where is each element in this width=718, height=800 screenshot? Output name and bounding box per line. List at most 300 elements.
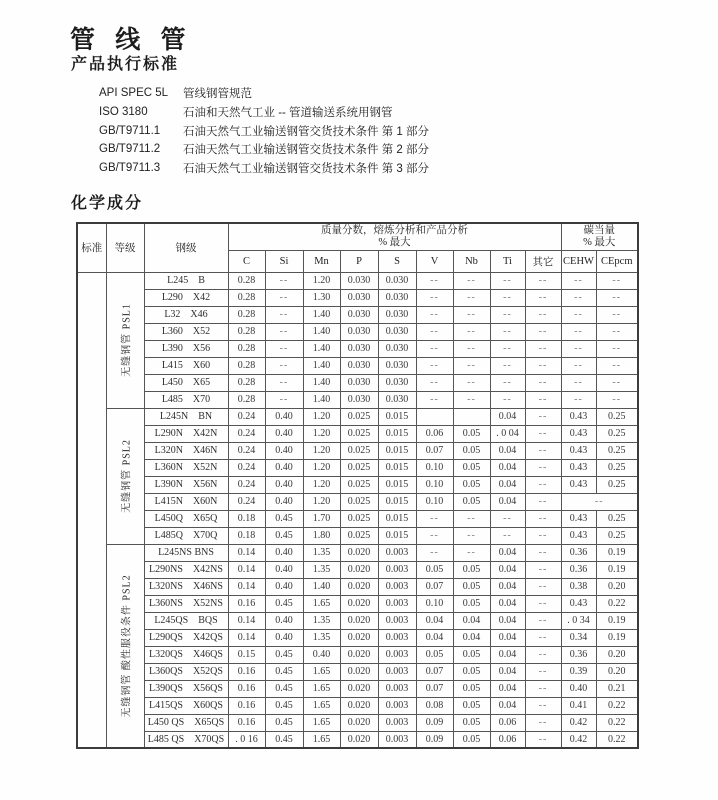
value-cell: 0.015 xyxy=(378,476,416,493)
table-row xyxy=(77,680,638,697)
steel-grade-cell: L390N X56N xyxy=(144,476,228,493)
value-cell: 0.05 xyxy=(453,646,490,663)
value-cell: 0.04 xyxy=(490,663,525,680)
value-cell: 0.07 xyxy=(416,680,453,697)
value-cell: 0.24 xyxy=(228,493,265,510)
value-cell: 0.030 xyxy=(340,289,378,306)
value-cell: -- xyxy=(416,527,453,544)
value-cell: 0.05 xyxy=(453,578,490,595)
value-cell: 0.025 xyxy=(340,442,378,459)
value-cell: 0.04 xyxy=(490,646,525,663)
value-cell: -- xyxy=(525,714,561,731)
value-cell: -- xyxy=(416,544,453,561)
value-cell: 0.09 xyxy=(416,714,453,731)
value-cell: 0.24 xyxy=(228,459,265,476)
steel-grade-cell: L360N X52N xyxy=(144,459,228,476)
table-row xyxy=(77,527,638,544)
value-cell: 0.25 xyxy=(596,510,638,527)
value-cell: 0.24 xyxy=(228,408,265,425)
value-cell: 0.030 xyxy=(340,374,378,391)
col-header-steel-grade: 钢级 xyxy=(144,223,228,272)
element-header-Si: Si xyxy=(265,250,303,272)
value-cell: 0.09 xyxy=(416,731,453,748)
value-cell: 0.20 xyxy=(596,646,638,663)
value-cell: 0.19 xyxy=(596,629,638,646)
value-cell: 0.015 xyxy=(378,459,416,476)
value-cell: 0.025 xyxy=(340,493,378,510)
steel-grade-cell: L245QS BQS xyxy=(144,612,228,629)
value-cell: 1.80 xyxy=(303,527,340,544)
value-cell: 0.020 xyxy=(340,595,378,612)
value-cell: -- xyxy=(596,357,638,374)
value-cell: -- xyxy=(265,374,303,391)
value-cell: 0.015 xyxy=(378,510,416,527)
value-cell: -- xyxy=(525,731,561,748)
value-cell: -- xyxy=(525,425,561,442)
value-cell: -- xyxy=(525,680,561,697)
element-header-C: C xyxy=(228,250,265,272)
value-cell: 0.04 xyxy=(490,544,525,561)
value-cell: 0.43 xyxy=(561,595,596,612)
value-cell: -- xyxy=(416,289,453,306)
value-cell: 0.05 xyxy=(453,714,490,731)
value-cell: -- xyxy=(490,306,525,323)
value-cell: 1.20 xyxy=(303,272,340,289)
steel-grade-cell: L485 QS X70QS xyxy=(144,731,228,748)
value-cell: 0.40 xyxy=(303,646,340,663)
value-cell: -- xyxy=(561,340,596,357)
value-cell: 0.28 xyxy=(228,289,265,306)
value-cell: 1.65 xyxy=(303,697,340,714)
value-cell: 0.020 xyxy=(340,578,378,595)
value-cell: 0.003 xyxy=(378,578,416,595)
value-cell: 0.030 xyxy=(378,357,416,374)
table-row xyxy=(77,544,638,561)
steel-grade-cell: L245N BN xyxy=(144,408,228,425)
value-cell: 1.40 xyxy=(303,323,340,340)
value-cell: -- xyxy=(416,391,453,408)
value-cell xyxy=(416,408,453,425)
value-cell: 0.06 xyxy=(416,425,453,442)
value-cell: 0.04 xyxy=(490,493,525,510)
steel-grade-cell: L320NS X46NS xyxy=(144,578,228,595)
value-cell: 0.28 xyxy=(228,272,265,289)
group-label-cell xyxy=(106,272,144,408)
value-cell: -- xyxy=(596,272,638,289)
element-header-Ti: Ti xyxy=(490,250,525,272)
value-cell: -- xyxy=(525,663,561,680)
table-row xyxy=(77,442,638,459)
value-cell: 1.65 xyxy=(303,714,340,731)
steel-grade-cell: L450 QS X65QS xyxy=(144,714,228,731)
steel-grade-cell: L360 X52 xyxy=(144,323,228,340)
standard-list-item xyxy=(99,121,429,140)
value-cell: 0.16 xyxy=(228,714,265,731)
standard-column-cell xyxy=(77,272,106,748)
value-cell: 0.28 xyxy=(228,391,265,408)
value-cell: . 0 34 xyxy=(561,612,596,629)
table-row xyxy=(77,476,638,493)
value-cell: 0.20 xyxy=(596,578,638,595)
group-label-vertical-text: 无缝钢管 PSL1 xyxy=(121,303,133,377)
value-cell: 0.43 xyxy=(561,408,596,425)
value-cell: -- xyxy=(596,323,638,340)
value-cell: 0.24 xyxy=(228,476,265,493)
value-cell: 1.20 xyxy=(303,425,340,442)
value-cell: 0.030 xyxy=(340,357,378,374)
value-cell: 0.06 xyxy=(490,714,525,731)
table-row xyxy=(77,459,638,476)
value-cell: 0.43 xyxy=(561,476,596,493)
steel-grade-cell: L290N X42N xyxy=(144,425,228,442)
value-cell: 0.030 xyxy=(378,323,416,340)
value-cell: 0.06 xyxy=(490,731,525,748)
value-cell: 0.030 xyxy=(378,289,416,306)
value-cell: -- xyxy=(416,323,453,340)
value-cell: 0.22 xyxy=(596,731,638,748)
value-cell: -- xyxy=(453,323,490,340)
standards-list xyxy=(99,84,429,177)
table-row xyxy=(77,714,638,731)
element-header-P: P xyxy=(340,250,378,272)
standard-description: 石油和天然气工业 -- 管道输送系统用钢管 xyxy=(183,107,393,120)
value-cell: 0.030 xyxy=(378,391,416,408)
value-cell: 0.025 xyxy=(340,510,378,527)
value-cell: 0.10 xyxy=(416,595,453,612)
table-row xyxy=(77,272,638,289)
table-row xyxy=(77,697,638,714)
col-header-carbon-equivalent xyxy=(561,223,638,250)
value-cell: 0.030 xyxy=(378,272,416,289)
steel-grade-cell: L32 X46 xyxy=(144,306,228,323)
value-cell: -- xyxy=(596,340,638,357)
table-header-row-1 xyxy=(77,223,638,250)
value-cell: -- xyxy=(525,612,561,629)
value-cell: 0.04 xyxy=(490,561,525,578)
standard-description: 石油天然气工业输送钢管交货技术条件 第 2 部分 xyxy=(183,144,429,157)
value-cell: 0.10 xyxy=(416,476,453,493)
value-cell: 0.04 xyxy=(490,680,525,697)
value-cell: 0.40 xyxy=(265,425,303,442)
col-header-mass-fraction xyxy=(228,223,561,250)
value-cell: 0.025 xyxy=(340,527,378,544)
value-cell: 0.40 xyxy=(265,561,303,578)
value-cell: 0.45 xyxy=(265,510,303,527)
value-cell: -- xyxy=(490,374,525,391)
value-cell: -- xyxy=(525,272,561,289)
value-cell: -- xyxy=(416,374,453,391)
value-cell: 0.40 xyxy=(265,493,303,510)
value-cell: -- xyxy=(525,476,561,493)
chemical-composition-table xyxy=(76,222,639,749)
value-cell: -- xyxy=(453,527,490,544)
steel-grade-cell: L415N X60N xyxy=(144,493,228,510)
value-cell: 1.40 xyxy=(303,578,340,595)
value-cell: -- xyxy=(525,391,561,408)
value-cell: 0.04 xyxy=(416,629,453,646)
table-row xyxy=(77,561,638,578)
standard-list-item xyxy=(99,103,429,122)
value-cell: 0.05 xyxy=(453,680,490,697)
value-cell: 0.05 xyxy=(453,425,490,442)
value-cell: 0.16 xyxy=(228,663,265,680)
table-row xyxy=(77,731,638,748)
value-cell: 0.14 xyxy=(228,561,265,578)
steel-grade-cell: L450Q X65Q xyxy=(144,510,228,527)
value-cell: 0.43 xyxy=(561,459,596,476)
table-row xyxy=(77,629,638,646)
value-cell: -- xyxy=(561,323,596,340)
value-cell: 0.04 xyxy=(490,476,525,493)
value-cell: -- xyxy=(416,306,453,323)
table-row xyxy=(77,646,638,663)
value-cell: 0.04 xyxy=(490,629,525,646)
value-cell: 0.04 xyxy=(490,442,525,459)
standard-description: 石油天然气工业输送钢管交货技术条件 第 1 部分 xyxy=(183,125,429,138)
value-cell: 0.40 xyxy=(561,680,596,697)
value-cell: 0.030 xyxy=(340,306,378,323)
value-cell: 0.25 xyxy=(596,527,638,544)
value-cell: -- xyxy=(265,340,303,357)
value-cell: -- xyxy=(453,306,490,323)
value-cell: 0.43 xyxy=(561,442,596,459)
standard-list-item xyxy=(99,140,429,159)
value-cell: -- xyxy=(453,544,490,561)
value-cell: 0.38 xyxy=(561,578,596,595)
value-cell: 0.40 xyxy=(265,408,303,425)
value-cell: 0.40 xyxy=(265,578,303,595)
steel-grade-cell: L245 B xyxy=(144,272,228,289)
value-cell: 0.43 xyxy=(561,510,596,527)
value-cell: 0.28 xyxy=(228,306,265,323)
steel-grade-cell: L245NS BNS xyxy=(144,544,228,561)
value-cell: 0.40 xyxy=(265,459,303,476)
value-cell: 0.45 xyxy=(265,663,303,680)
value-cell: -- xyxy=(525,697,561,714)
value-cell: . 0 04 xyxy=(490,425,525,442)
value-cell: 0.020 xyxy=(340,544,378,561)
value-cell: 0.24 xyxy=(228,442,265,459)
value-cell: 0.42 xyxy=(561,714,596,731)
value-cell: 0.40 xyxy=(265,544,303,561)
value-cell: -- xyxy=(453,272,490,289)
value-cell: 0.05 xyxy=(453,697,490,714)
value-cell: -- xyxy=(596,306,638,323)
value-cell: 0.39 xyxy=(561,663,596,680)
value-cell: 0.04 xyxy=(490,408,525,425)
table-row xyxy=(77,357,638,374)
carbon-eq-title: 碳当量 xyxy=(583,224,615,236)
value-cell: -- xyxy=(416,272,453,289)
value-cell: . 0 16 xyxy=(228,731,265,748)
value-cell: 0.020 xyxy=(340,680,378,697)
value-cell: 0.020 xyxy=(340,646,378,663)
value-cell: 0.19 xyxy=(596,544,638,561)
value-cell: 1.65 xyxy=(303,680,340,697)
value-cell: 0.003 xyxy=(378,561,416,578)
element-header-V: V xyxy=(416,250,453,272)
value-cell: 0.020 xyxy=(340,731,378,748)
value-cell: 0.003 xyxy=(378,714,416,731)
value-cell: -- xyxy=(490,527,525,544)
table-row xyxy=(77,374,638,391)
value-cell: -- xyxy=(525,493,561,510)
value-cell: 0.19 xyxy=(596,612,638,629)
value-cell: 0.030 xyxy=(340,340,378,357)
value-cell: -- xyxy=(525,340,561,357)
value-cell: -- xyxy=(525,442,561,459)
value-cell: 1.35 xyxy=(303,561,340,578)
value-cell: 0.015 xyxy=(378,527,416,544)
value-cell: -- xyxy=(490,272,525,289)
value-cell: -- xyxy=(265,357,303,374)
value-cell: -- xyxy=(525,527,561,544)
value-cell: 0.015 xyxy=(378,442,416,459)
element-header-CEpcm: CEpcm xyxy=(596,250,638,272)
table-row xyxy=(77,408,638,425)
value-cell: 0.34 xyxy=(561,629,596,646)
mass-fraction-sub: % 最大 xyxy=(378,236,411,248)
value-cell: 0.19 xyxy=(596,561,638,578)
value-cell: 0.43 xyxy=(561,425,596,442)
table-row xyxy=(77,306,638,323)
value-cell: -- xyxy=(453,289,490,306)
value-cell: 0.05 xyxy=(453,442,490,459)
table-row xyxy=(77,578,638,595)
steel-grade-cell: L320N X46N xyxy=(144,442,228,459)
value-cell: 0.36 xyxy=(561,561,596,578)
value-cell: -- xyxy=(453,510,490,527)
value-cell: 1.20 xyxy=(303,408,340,425)
value-cell: -- xyxy=(525,408,561,425)
value-cell: 0.05 xyxy=(416,561,453,578)
value-cell: 0.28 xyxy=(228,374,265,391)
value-cell: 0.020 xyxy=(340,561,378,578)
value-cell: 0.45 xyxy=(265,697,303,714)
value-cell: 0.45 xyxy=(265,714,303,731)
value-cell: 0.030 xyxy=(378,374,416,391)
value-cell: -- xyxy=(525,374,561,391)
value-cell: 0.020 xyxy=(340,714,378,731)
value-cell: 0.05 xyxy=(416,646,453,663)
table-row xyxy=(77,340,638,357)
value-cell: -- xyxy=(525,306,561,323)
value-cell: 0.18 xyxy=(228,527,265,544)
value-cell: -- xyxy=(561,374,596,391)
table-row xyxy=(77,323,638,340)
standard-code: API SPEC 5L xyxy=(99,87,169,100)
value-cell: 0.003 xyxy=(378,612,416,629)
value-cell: 0.020 xyxy=(340,663,378,680)
value-cell: 0.21 xyxy=(596,680,638,697)
value-cell: -- xyxy=(453,340,490,357)
value-cell: 1.40 xyxy=(303,374,340,391)
value-cell: 0.25 xyxy=(596,476,638,493)
value-cell: -- xyxy=(265,391,303,408)
value-cell: 0.04 xyxy=(490,578,525,595)
steel-grade-cell: L390 X56 xyxy=(144,340,228,357)
value-cell: 0.003 xyxy=(378,544,416,561)
value-cell: 0.22 xyxy=(596,714,638,731)
value-cell: 0.45 xyxy=(265,646,303,663)
value-cell: -- xyxy=(416,510,453,527)
value-cell: 1.65 xyxy=(303,595,340,612)
value-cell: 0.020 xyxy=(340,697,378,714)
value-cell: 0.42 xyxy=(561,731,596,748)
value-cell: -- xyxy=(561,289,596,306)
value-cell: 0.45 xyxy=(265,680,303,697)
value-cell: 0.04 xyxy=(453,612,490,629)
value-cell: -- xyxy=(453,374,490,391)
value-cell: 0.07 xyxy=(416,442,453,459)
value-cell: 0.45 xyxy=(265,595,303,612)
table-row xyxy=(77,612,638,629)
value-cell: 0.36 xyxy=(561,646,596,663)
value-cell: 0.22 xyxy=(596,697,638,714)
chem-table-body xyxy=(77,272,638,748)
value-cell: -- xyxy=(525,646,561,663)
value-cell: 0.05 xyxy=(453,663,490,680)
value-cell: -- xyxy=(416,357,453,374)
value-cell: 1.65 xyxy=(303,663,340,680)
value-cell: -- xyxy=(561,357,596,374)
value-cell: -- xyxy=(453,357,490,374)
value-cell: 0.14 xyxy=(228,612,265,629)
table-row xyxy=(77,391,638,408)
value-cell: -- xyxy=(525,510,561,527)
value-cell: -- xyxy=(525,561,561,578)
value-cell: 0.003 xyxy=(378,697,416,714)
steel-grade-cell: L485 X70 xyxy=(144,391,228,408)
standard-code: ISO 3180 xyxy=(99,106,148,119)
value-cell: 0.003 xyxy=(378,663,416,680)
value-cell: -- xyxy=(561,493,638,510)
standard-code: GB/T9711.2 xyxy=(99,143,161,156)
value-cell: -- xyxy=(490,510,525,527)
value-cell: 0.16 xyxy=(228,595,265,612)
element-header-S: S xyxy=(378,250,416,272)
standard-code: GB/T9711.3 xyxy=(99,162,161,175)
value-cell: -- xyxy=(265,306,303,323)
value-cell: 0.40 xyxy=(265,442,303,459)
value-cell: 1.40 xyxy=(303,357,340,374)
standard-description: 管线钢管规范 xyxy=(183,88,252,101)
value-cell: 1.35 xyxy=(303,612,340,629)
value-cell: -- xyxy=(561,391,596,408)
value-cell: 1.65 xyxy=(303,731,340,748)
value-cell: 0.10 xyxy=(416,493,453,510)
value-cell: 0.14 xyxy=(228,629,265,646)
steel-grade-cell: L415 X60 xyxy=(144,357,228,374)
value-cell: 1.70 xyxy=(303,510,340,527)
value-cell: 0.10 xyxy=(416,459,453,476)
value-cell: 1.40 xyxy=(303,306,340,323)
value-cell: 0.36 xyxy=(561,544,596,561)
value-cell: 0.41 xyxy=(561,697,596,714)
value-cell: 0.14 xyxy=(228,544,265,561)
value-cell: 0.003 xyxy=(378,646,416,663)
value-cell: 0.28 xyxy=(228,323,265,340)
value-cell: 0.28 xyxy=(228,357,265,374)
value-cell: 0.05 xyxy=(453,731,490,748)
value-cell: -- xyxy=(596,391,638,408)
steel-grade-cell: L390QS X56QS xyxy=(144,680,228,697)
value-cell: 0.05 xyxy=(453,493,490,510)
value-cell: -- xyxy=(490,323,525,340)
chemistry-heading: 化学成分 xyxy=(71,195,144,212)
value-cell: 0.04 xyxy=(490,697,525,714)
value-cell: 0.28 xyxy=(228,340,265,357)
